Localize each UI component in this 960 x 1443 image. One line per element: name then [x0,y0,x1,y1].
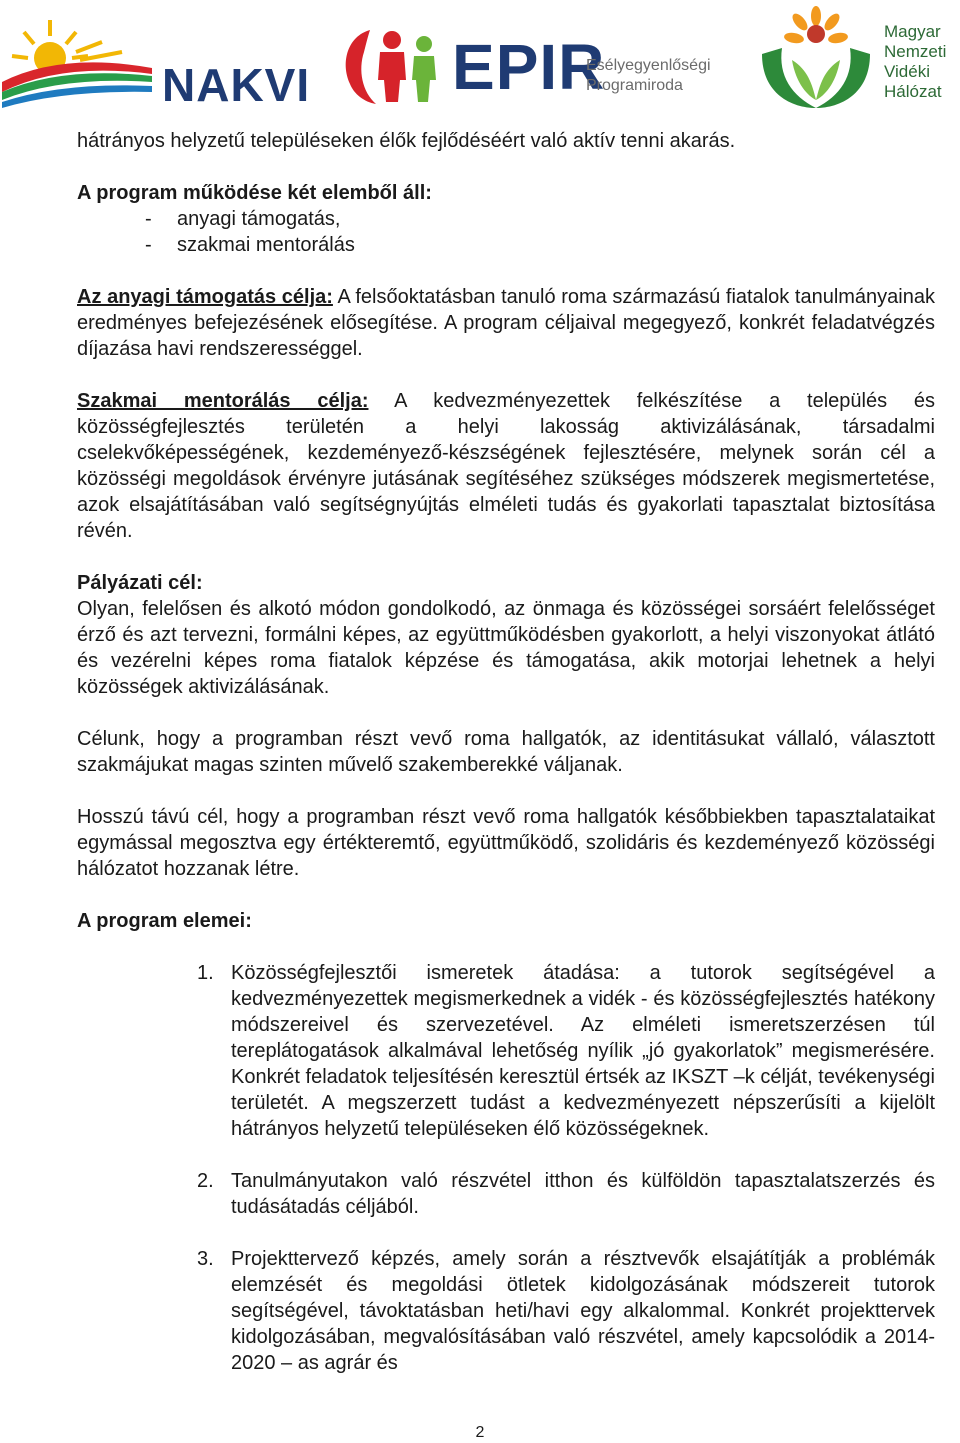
page-number: 2 [475,1424,485,1441]
mentoring-label: Szakmai mentorálás célja: [77,390,369,412]
document-body [77,128,935,1402]
people-icon [340,22,450,108]
financial-support-paragraph [77,284,935,362]
item-number: 1. [197,962,214,984]
mnvh-line4: Hálózat [884,82,942,101]
list-item [197,960,935,1142]
epir-wordmark: EPIR [452,31,606,103]
mnvh-logo [752,4,960,112]
operation-heading: A program működése két elemből áll: [77,182,432,204]
aim-paragraph: Célunk, hogy a programban részt vevő roma hallgatók, az identitásukat vállaló, választott szakmájukat magas szinten művelő szakemberekké váljanak. [77,728,935,776]
mnvh-line1: Magyar [884,22,941,41]
mentoring-text: A kedvezményezettek felkészítése a település és közösségfejlesztés területén a helyi lakosság aktivizálásának, társadalmi cselekvőképességének, kezdeményező-készségének fejlesztésére, melynek során cél a közösségi megoldások érvényre jutásának segítéséhez szükséges módszerek megismertetése, azok elsajátításában való segítségnyújtás elméleti tudás és gyakorlati tapasztalat biztosítása révén. [77,390,936,542]
item-number: 3. [197,1248,214,1270]
item-text: Tanulmányutakon való részvétel itthon és külföldön tapasztalatszerzés és tudásátadás céljából. [231,1170,935,1218]
list-item: - anyagi támogatás, [145,206,935,232]
epir-subtitle-line1: Esélyegyenlőségi [586,57,711,74]
goal-heading: Pályázati cél: [77,572,203,594]
mnvh-wordmark [884,22,946,102]
mentoring-paragraph [77,388,935,544]
goal-paragraph: Olyan, felelősen és alkotó módon gondolkodó, az önmaga és közösségei sorsáért felelősséget érző és azt tervezni, formálni képes, az együttműködésben gyakorlott, a helyi viszonyokat átlátó és vezérelni képes roma fiatalok képzése és támogatása, akik motorjai lehetnek a helyi közösségek aktivizálásának. [77,598,935,698]
nakvi-wordmark: NAKVI [162,59,311,111]
list-item: - szakmai mentorálás [145,232,935,258]
epir-logo [340,22,740,108]
epir-subtitle [586,56,711,96]
leaf-flower-icon [752,4,882,112]
item-number: 2. [197,1170,214,1192]
financial-support-label: Az anyagi támogatás célja: [77,286,333,308]
financial-support-text: A felsőoktatásban tanuló roma származású fiatalok tanulmányainak eredményes befejezésének elősegítése. A program céljaival megegyező, konkrét feladatvégzés díjazása havi rendszerességgel. [77,286,935,360]
elements-heading: A program elemei: [77,910,252,932]
intro-paragraph: hátrányos helyzetű településeken élők fejlődéséért való aktív tenni akarás. [77,130,736,152]
operation-list [77,206,935,258]
list-item [197,1168,935,1220]
item-text: Közösségfejlesztői ismeretek átadása: a tutorok segítségével a kedvezményezettek megismerkednek a vidék - és közösségfejlesztés hatékony módszereivel és szervezetével. Az elméleti ismeretszerzésen túl tereplátogatások alkalmával lehetőség nyílik „jó gyakorlatok” megismerésére. Konkrét feladatok teljesítésén keresztül értsék az IKSZT –k célját, tevékenységi területét. A megszerzett tudást a kedvezményezett népszerűsíti a kijelölt hátrányos helyzetű településeken élő közösségeknek. [231,962,935,1140]
nakvi-logo [2,12,312,111]
elements-list [77,960,935,1376]
sunrise-icon [2,12,162,108]
mnvh-line2: Nemzeti [884,42,947,61]
page-header [0,0,960,115]
epir-subtitle-line2: Programiroda [586,77,683,94]
list-item [197,1246,935,1376]
longterm-paragraph: Hosszú távú cél, hogy a programban részt vevő roma hallgatók későbbiekben tapasztalataikat egymással megosztva egy értékteremtő, együttműködő, szolidáris és kezdeményező közösségi hálózatot hozzanak létre. [77,806,935,880]
item-text: Projekttervező képzés, amely során a résztvevők elsajátítják a problémák elemzését és megoldási ötletek kidolgozásának módszereit tutorok segítségével, távoktatásban heti/havi egy alkalommal. Konkrét projekttervek kidolgozásában, megvalósításában való részvétel, amely kapcsolódik a 2014-2020 – as agrár és [231,1248,935,1374]
mnvh-line3: Vidéki [884,62,930,81]
